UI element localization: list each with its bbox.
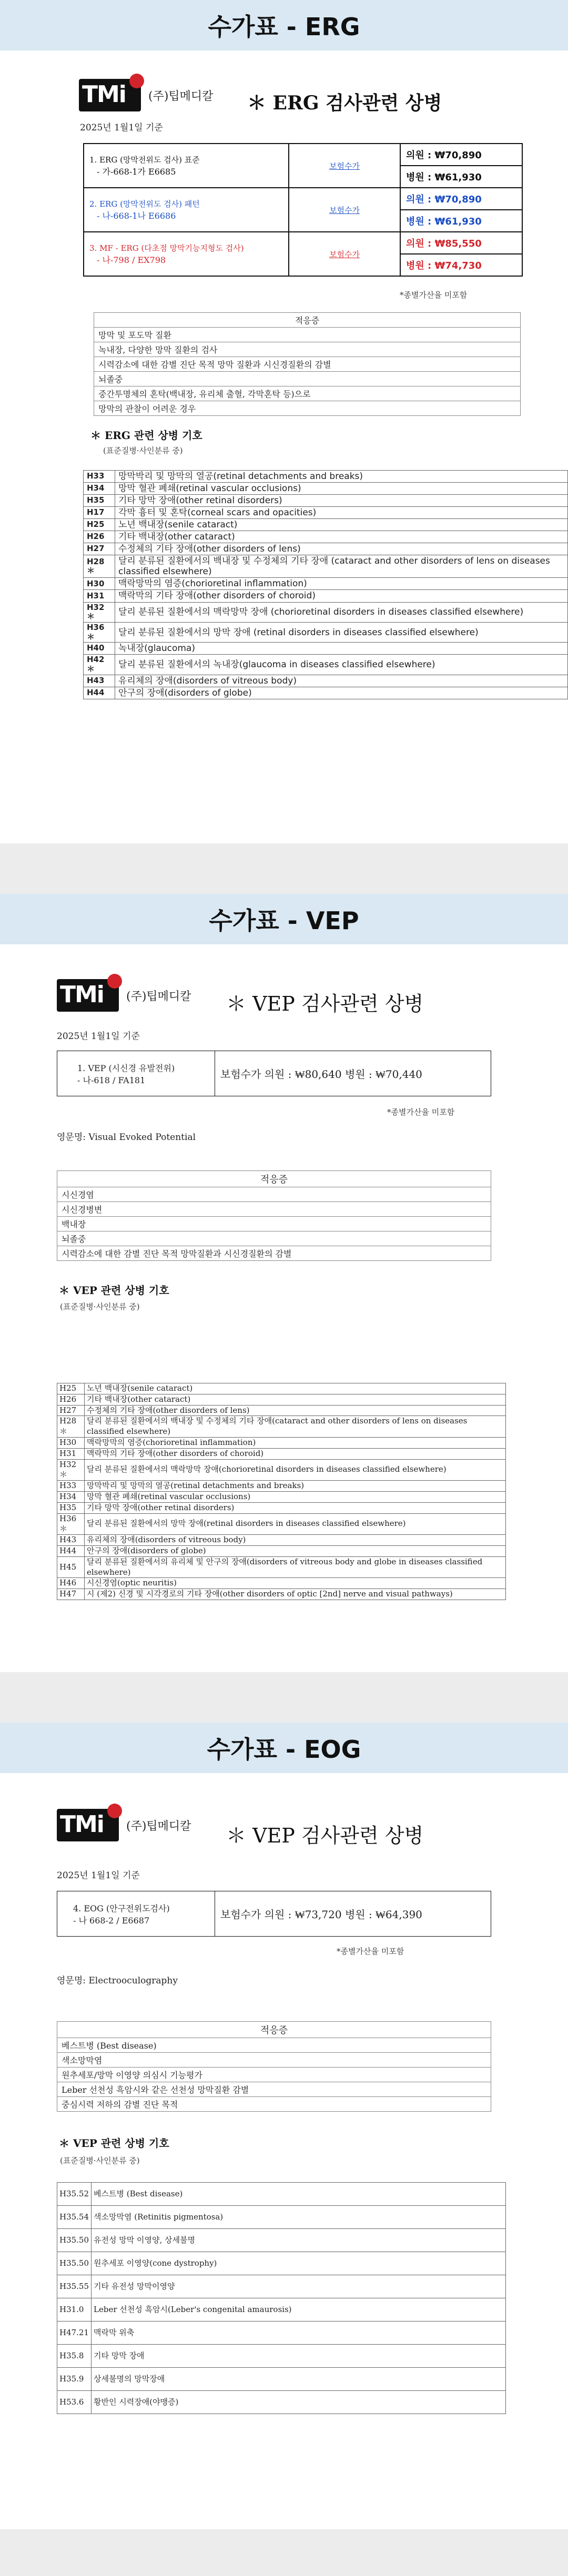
erg-clinic-price: 의원 : ₩85,550 [400,232,522,254]
indication-row [57,1202,491,1217]
code-row [84,602,568,622]
code-cell: H34 [84,483,115,495]
description-cell: 기타 망막 장애(other retinal disorders) [115,495,568,507]
erg-test-cell [84,232,289,276]
indication-item: 망막 및 포도막 질환 [94,328,521,342]
code-row [84,578,568,590]
description-cell: 유리체의 장애(disorders of vitreous body) [115,675,568,687]
code-row [57,1513,506,1535]
description-cell: 맥락막의 기타 장애(other disorders of choroid) [115,590,568,602]
description-cell: 상세불명의 망막장애 [92,2368,506,2391]
description-cell: 달리 분류된 질환에서의 녹내장(glaucoma in diseases classified elsewhere) [115,655,568,675]
erg-header-band [0,0,568,50]
vep-test-code: - 나-618 / FA181 [77,1075,146,1085]
tmi-logo-icon: TMi [57,979,119,1012]
description-cell: 수정체의 기타 장애(other disorders of lens) [115,543,568,555]
description-cell: Leber 선천성 흑암시(Leber's congenital amaurosis) [92,2298,506,2322]
code-row [57,2183,506,2206]
section-separator [0,2529,568,2576]
code-cell: H30 [84,578,115,590]
tmi-logo-icon: TMi [57,1809,119,1841]
description-cell: 달리 분류된 질환에서의 유리체 및 안구의 장애(disorders of vitreous body and globe in diseases classified elsewhere) [85,1556,506,1578]
indication-item: 녹내장, 다양한 망막 질환의 검사 [94,342,521,357]
indication-item: 중심시력 저하의 감별 진단 목적 [57,2097,491,2112]
erg-indication-table [94,312,521,416]
description-cell: 유리체의 장애(disorders of vitreous body) [85,1535,506,1546]
code-cell: H44 [84,687,115,699]
code-cell: H36＊ [84,622,115,642]
code-row [57,2298,506,2322]
code-row [84,655,568,675]
vep-price-note: *종별가산율 미포함 [387,1107,455,1117]
code-cell: H53.6 [57,2391,92,2414]
code-row [57,2368,506,2391]
code-cell: H25 [84,519,115,531]
eog-test-code: - 나 668-2 / E6687 [73,1915,150,1926]
code-row [57,1578,506,1589]
code-row [84,622,568,642]
description-cell: 녹내장(glaucoma) [115,643,568,655]
code-row [84,643,568,655]
code-cell: H31 [84,590,115,602]
erg-price-row [84,144,522,166]
erg-clinic-price: 의원 : ₩70,890 [400,188,522,210]
code-row [84,687,568,699]
vep-codes-heading: ＊ VEP 관련 상병 기호 [59,1284,169,1297]
indication-row [94,342,521,357]
description-cell: 시신경염(optic neuritis) [85,1578,506,1589]
code-cell: H33 [84,471,115,483]
vep-test-cell [57,1051,215,1096]
description-cell: 기타 백내장(other cataract) [85,1394,506,1405]
code-cell: H28＊ [84,555,115,578]
eog-indication-table [57,2021,491,2112]
indication-row [57,2068,491,2082]
code-row [57,1448,506,1459]
indication-item: 중간투명체의 혼탁(백내장, 유리체 출혈, 각막혼탁 등)으로 [94,386,521,401]
eog-company-name: (주)팁메디칼 [126,1819,191,1833]
code-cell: H35 [57,1502,85,1513]
indication-row [57,2097,491,2112]
description-cell: 망막 혈관 폐쇄(retinal vascular occlusions) [85,1491,506,1502]
code-row [84,590,568,602]
description-cell: 기타 유전성 망막이영양 [92,2275,506,2298]
vep-company-logo [57,979,191,1012]
indication-row [57,1231,491,1246]
code-row [57,1416,506,1438]
code-row [57,1437,506,1448]
code-row [57,1405,506,1416]
vep-codes-table [57,1383,506,1600]
code-cell: H32＊ [84,602,115,622]
description-cell: 황반인 시력장애(야맹증) [92,2391,506,2414]
code-cell: H35.54 [57,2206,92,2229]
erg-test-name: 2. ERG (망막전위도 검사) 패턴 [89,199,200,209]
eog-codes-table [57,2182,506,2414]
erg-insurance-link[interactable]: 보험수가 [289,144,400,188]
description-cell: 망막 혈관 폐쇄(retinal vascular occlusions) [115,483,568,495]
vep-header-band [0,894,568,944]
vep-indication-label: 적응증 [57,1171,491,1187]
erg-test-cell [84,144,289,188]
vep-basis-date: 2025년 1월1일 기준 [57,1031,140,1042]
code-cell: H35.9 [57,2368,92,2391]
code-row [57,2322,506,2345]
description-cell: 맥락막 위축 [92,2322,506,2345]
erg-hospital-price: 병원 : ₩61,930 [400,166,522,188]
code-row [84,555,568,578]
erg-test-code: - 가-668-1가 E6685 [97,167,176,177]
description-cell: 달리 분류된 질환에서의 백내장 및 수정체의 기타 장애 (cataract and other disorders of lens on diseases classified elsewhere) [115,555,568,578]
code-cell: H35 [84,495,115,507]
erg-indication-label: 적응증 [94,313,521,328]
code-row [57,1394,506,1405]
code-row [84,483,568,495]
vep-company-name: (주)팁메디칼 [126,990,191,1003]
vep-price: 보험수가 의원 : ₩80,640 병원 : ₩70,440 [215,1051,491,1096]
vep-indication-table [57,1170,491,1261]
indication-row [94,328,521,342]
indication-item: Leber 선천성 흑암시와 같은 선천성 망막질환 감별 [57,2082,491,2097]
description-cell: 달리 분류된 질환에서의 맥락망막 장애 (chorioretinal disorders in diseases classified elsewhere) [115,602,568,622]
code-row [57,1491,506,1502]
code-cell: H42＊ [84,655,115,675]
description-cell: 각막 흉터 및 혼탁(corneal scars and opacities) [115,507,568,519]
eog-price-table [57,1891,491,1937]
description-cell: 기타 망막 장애 [92,2345,506,2368]
code-cell: H26 [84,531,115,543]
description-cell: 원추세포 이영양(cone dystrophy) [92,2252,506,2275]
erg-header-title: 수가표 - ERG [208,13,360,41]
code-row [57,1459,506,1481]
vep-english-name: 영문명: Visual Evoked Potential [57,1132,196,1143]
erg-test-name: 1. ERG (망막전위도 검사) 표준 [89,155,200,165]
indication-item: 원추세포/망막 이영양 의심시 기능평가 [57,2068,491,2082]
indication-item: 시신경병변 [57,1202,491,1217]
vep-codes-note: (표준질병·사인분류 중) [60,1302,140,1311]
indication-item: 시력감소에 대한 감별 진단 목적 망막질환과 시신경질환의 감별 [57,1246,491,1261]
indication-row [57,2053,491,2068]
description-cell: 달리 분류된 질환에서의 백내장 및 수정체의 기타 장애(cataract and other disorders of lens on diseases classified elsewhere) [85,1416,506,1438]
eog-codes-heading: ＊ VEP 관련 상병 기호 [59,2137,169,2150]
code-cell: H40 [84,643,115,655]
code-cell: H34 [57,1491,85,1502]
description-cell: 망막박리 및 망막의 열공(retinal detachments and breaks) [85,1481,506,1492]
code-cell: H35.8 [57,2345,92,2368]
code-row [57,1502,506,1513]
code-cell: H46 [57,1578,85,1589]
description-cell: 망막박리 및 망막의 열공(retinal detachments and breaks) [115,471,568,483]
indication-row [57,2038,491,2053]
description-cell: 맥락막의 기타 장애(other disorders of choroid) [85,1448,506,1459]
indication-row [94,357,521,372]
erg-basis-date: 2025년 1월1일 기준 [80,123,163,133]
code-cell: H36＊ [57,1513,85,1535]
code-row [57,1535,506,1546]
erg-price-table [83,143,523,277]
erg-hospital-price: 병원 : ₩61,930 [400,210,522,232]
code-cell: H47 [57,1589,85,1600]
description-cell: 달리 분류된 질환에서의 망막 장애(retinal disorders in diseases classified elsewhere) [85,1513,506,1535]
code-cell: H25 [57,1383,85,1394]
vep-doc-title: ＊ VEP 검사관련 상병 [226,992,424,1015]
description-cell: 노년 백내장(senile cataract) [115,519,568,531]
indication-item: 베스트병 (Best disease) [57,2038,491,2053]
indication-item: 뇌졸중 [94,372,521,386]
description-cell: 안구의 장애(disorders of globe) [85,1545,506,1556]
description-cell: 달리 분류된 질환에서의 맥락망막 장애(chorioretinal disorders in diseases classified elsewhere) [85,1459,506,1481]
eog-codes-note: (표준질병·사인분류 중) [60,2156,140,2165]
code-cell: H27 [57,1405,85,1416]
eog-basis-date: 2025년 1월1일 기준 [57,1870,140,1881]
code-cell: H43 [57,1535,85,1546]
code-row [57,2275,506,2298]
description-cell: 베스트병 (Best disease) [92,2183,506,2206]
erg-codes-heading: ＊ ERG 관련 상병 기호 [90,429,202,442]
code-cell: H45 [57,1556,85,1578]
erg-test-code: - 나-668-1나 E6686 [97,211,176,221]
description-cell: 기타 백내장(other cataract) [115,531,568,543]
erg-test-name: 3. MF - ERG (다초점 망막기능지형도 검사) [89,243,244,253]
eog-header-band [0,1723,568,1773]
description-cell: 맥락망막의 염증(chorioretinal inflammation) [85,1437,506,1448]
indication-item: 색소망막염 [57,2053,491,2068]
code-row [84,495,568,507]
code-row [84,675,568,687]
erg-company-logo [79,79,213,111]
description-cell: 노년 백내장(senile cataract) [85,1383,506,1394]
eog-indication-label: 적응증 [57,2022,491,2038]
description-cell: 유전성 망막 이영양, 상세불명 [92,2229,506,2252]
vep-price-table [57,1051,491,1096]
description-cell: 기타 망막 장애(other retinal disorders) [85,1502,506,1513]
erg-price-note: *종별가산율 미포함 [400,290,468,300]
code-row [57,2252,506,2275]
indication-row [57,2082,491,2097]
erg-insurance-link[interactable]: 보험수가 [289,232,400,276]
description-cell: 안구의 장애(disorders of globe) [115,687,568,699]
code-row [57,2229,506,2252]
indication-row [94,372,521,386]
code-cell: H31 [57,1448,85,1459]
indication-row [57,1217,491,1231]
code-cell: H33 [57,1481,85,1492]
eog-header-title: 수가표 - EOG [207,1735,361,1764]
code-cell: H32＊ [57,1459,85,1481]
eog-english-name: 영문명: Electrooculography [57,1976,178,1986]
code-cell: H31.0 [57,2298,92,2322]
description-cell: 시 (제2) 신경 및 시각경로의 기타 장애(other disorders of optic [2nd] nerve and visual pathways) [85,1589,506,1600]
indication-row [57,1187,491,1202]
erg-price-row [84,188,522,210]
code-row [57,2345,506,2368]
erg-test-cell [84,188,289,232]
code-row [57,1481,506,1492]
erg-clinic-price: 의원 : ₩70,890 [400,144,522,166]
code-cell: H35.50 [57,2229,92,2252]
section-separator [0,843,568,894]
code-cell: H44 [57,1545,85,1556]
erg-hospital-price: 병원 : ₩74,730 [400,254,522,276]
code-row [84,471,568,483]
erg-doc-title: ＊ ERG 검사관련 상병 [247,92,442,114]
eog-company-logo [57,1809,191,1841]
erg-company-name: (주)팁메디칼 [148,89,214,103]
erg-codes-table [83,470,568,699]
indication-row [94,386,521,401]
eog-price: 보험수가 의원 : ₩73,720 병원 : ₩64,390 [215,1891,491,1937]
code-row [57,1545,506,1556]
code-row [57,2391,506,2414]
code-cell: H47.21 [57,2322,92,2345]
code-cell: H30 [57,1437,85,1448]
erg-insurance-link[interactable]: 보험수가 [289,188,400,232]
code-row [84,543,568,555]
tmi-logo-icon: TMi [79,79,141,111]
indication-row [57,1246,491,1261]
eog-test-cell [57,1891,215,1937]
erg-test-code: - 나-798 / EX798 [97,255,166,265]
code-cell: H35.50 [57,2252,92,2275]
code-row [84,507,568,519]
description-cell: 수정체의 기타 장애(other disorders of lens) [85,1405,506,1416]
eog-doc-title: ＊ VEP 검사관련 상병 [226,1824,424,1847]
code-cell: H35.52 [57,2183,92,2206]
erg-price-row [84,232,522,254]
code-row [57,1556,506,1578]
code-cell: H28＊ [57,1416,85,1438]
vep-test-name: 1. VEP (시신경 유발전위) [77,1063,175,1073]
description-cell: 색소망막염 (Retinitis pigmentosa) [92,2206,506,2229]
description-cell: 맥락망막의 염증(chorioretinal inflammation) [115,578,568,590]
code-cell: H26 [57,1394,85,1405]
indication-item: 망막의 관찰이 어려운 경우 [94,401,521,416]
indication-item: 백내장 [57,1217,491,1231]
code-row [57,1383,506,1394]
code-cell: H17 [84,507,115,519]
indication-item: 뇌졸중 [57,1231,491,1246]
code-row [84,531,568,543]
indication-row [94,401,521,416]
code-row [57,2206,506,2229]
indication-item: 시력감소에 대한 감별 진단 목적 망막 질환과 시신경질환의 감별 [94,357,521,372]
erg-codes-note: (표준질병·사인분류 중) [103,446,183,455]
vep-header-title: 수가표 - VEP [209,907,359,935]
description-cell: 달리 분류된 질환에서의 망막 장애 (retinal disorders in diseases classified elsewhere) [115,622,568,642]
code-row [84,519,568,531]
code-cell: H43 [84,675,115,687]
section-separator [0,1672,568,1723]
indication-item: 시신경염 [57,1187,491,1202]
code-cell: H27 [84,543,115,555]
code-row [57,1589,506,1600]
eog-test-name: 4. EOG (안구전위도검사) [73,1903,170,1913]
code-cell: H35.55 [57,2275,92,2298]
eog-price-note: *종별가산율 미포함 [337,1947,404,1956]
